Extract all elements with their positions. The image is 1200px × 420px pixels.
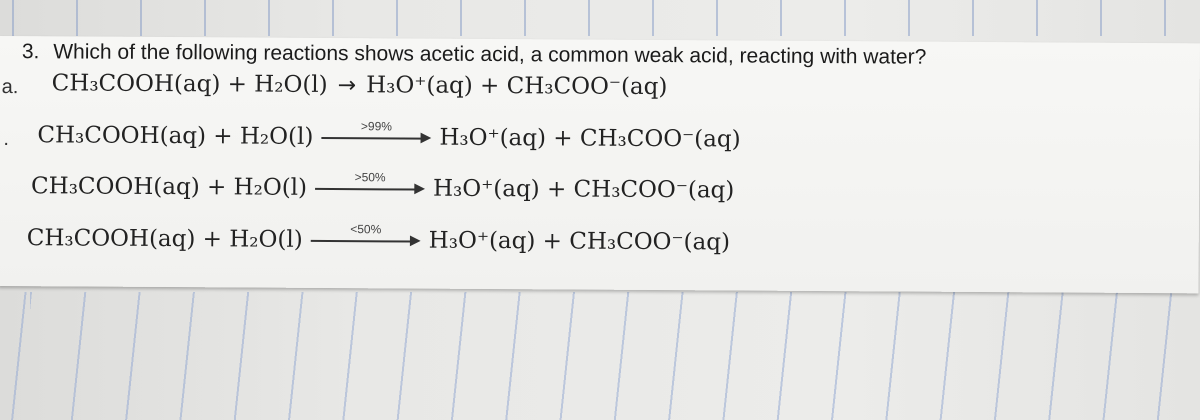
- option-d-reactants: CH₃COOH(aq) + H₂O(l): [26, 225, 303, 253]
- option-a-reactants: CH₃COOH(aq) + H₂O(l): [51, 70, 328, 99]
- option-d-arrow: <50% ▶: [311, 228, 421, 253]
- question-text: Which of the following reactions shows acetic acid, a common weak acid, reacting with water?: [53, 40, 927, 69]
- option-b-marker: .: [3, 128, 10, 151]
- option-a-equation[interactable]: [52, 70, 668, 100]
- option-d-equation[interactable]: [26, 222, 731, 256]
- printed-question-sheet: [0, 36, 1200, 293]
- option-c-equation[interactable]: [31, 170, 735, 204]
- option-c-reactants: CH₃COOH(aq) + H₂O(l): [31, 173, 308, 201]
- option-b-products: H₃O⁺(aq) + CH₃COO⁻(aq): [439, 124, 741, 153]
- option-a-marker: a.: [1, 76, 19, 99]
- option-b-arrow: >99% ▶: [321, 125, 431, 150]
- option-d-arrow-label: <50%: [350, 222, 382, 237]
- option-d-products: H₃O⁺(aq) + CH₃COO⁻(aq): [428, 227, 731, 256]
- question-number: 3.: [21, 40, 40, 64]
- option-c-arrow: >50% ▶: [315, 176, 425, 201]
- option-a-arrow: →: [337, 72, 357, 98]
- question-heading: [22, 40, 927, 70]
- option-c-products: H₃O⁺(aq) + CH₃COO⁻(aq): [432, 175, 735, 204]
- option-b-equation[interactable]: [37, 119, 741, 153]
- option-c-arrow-label: >50%: [354, 170, 386, 185]
- option-b-reactants: CH₃COOH(aq) + H₂O(l): [37, 122, 314, 150]
- option-b-arrow-label: >99%: [360, 119, 392, 134]
- notebook-grid-top: [0, 0, 1200, 36]
- option-a-products: H₃O⁺(aq) + CH₃COO⁻(aq): [366, 72, 668, 101]
- notebook-grid-bottom: [0, 292, 1200, 420]
